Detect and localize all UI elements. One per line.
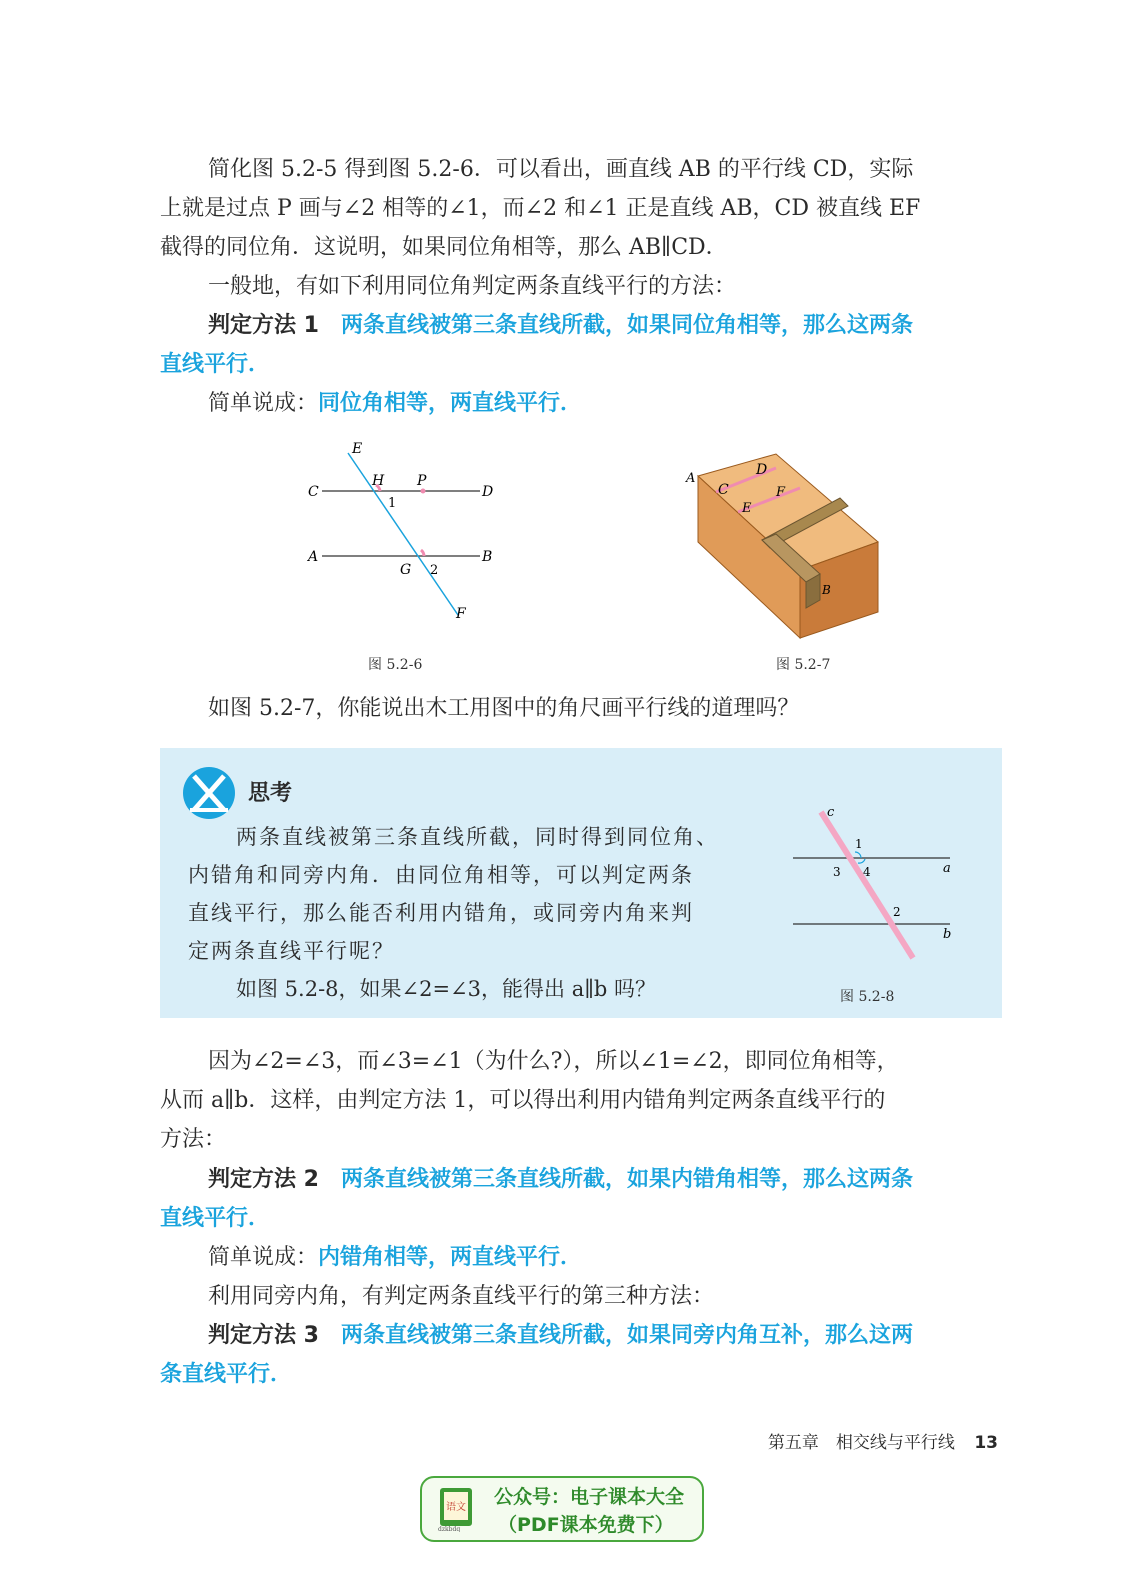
question: 如图 5.2-7，你能说出木工用图中的角尺画平行线的道理吗？ bbox=[208, 696, 800, 721]
method-3-label: 判定方法 3 bbox=[208, 1323, 319, 1348]
method-2-text-b: 直线平行． bbox=[160, 1206, 271, 1231]
page-footer bbox=[768, 1428, 998, 1453]
fig7-label-A: A bbox=[686, 471, 696, 486]
fig6-label-1: 1 bbox=[388, 496, 397, 511]
method-3-text-b: 条直线平行． bbox=[160, 1362, 293, 1387]
page-number: 13 bbox=[974, 1433, 998, 1453]
method-1-label: 判定方法 1 bbox=[208, 313, 319, 338]
think-line-3: 直线平行，那么能否利用内错角，或同旁内角来判 bbox=[188, 901, 694, 925]
fig8-label-1: 1 bbox=[855, 837, 863, 851]
fig8-caption: 图 5.2-8 bbox=[840, 989, 895, 1005]
fig7-label-F: F bbox=[776, 485, 786, 500]
fig6-label-C: C bbox=[308, 484, 319, 500]
fig8-label-b: b bbox=[943, 927, 952, 942]
watermark-line-2: （PDF课本免费下） bbox=[498, 1514, 674, 1536]
think-line-1: 两条直线被第三条直线所截，同时得到同位角、 bbox=[236, 825, 719, 849]
fig6-caption: 图 5.2-6 bbox=[368, 657, 423, 673]
book-icon bbox=[434, 1486, 482, 1532]
method-3 bbox=[160, 1316, 1050, 1355]
fig7-label-D: D bbox=[756, 462, 768, 478]
book-icon-sub: dzkbdq bbox=[438, 1526, 461, 1532]
third-intro: 利用同旁内角，有判定两条直线平行的第三种方法： bbox=[208, 1284, 715, 1309]
fig6-label-A: A bbox=[308, 549, 319, 565]
book-icon-text: 语文 bbox=[446, 1502, 466, 1513]
method-1-short-prefix: 简单说成： bbox=[208, 391, 319, 416]
think-title: 思考 bbox=[248, 781, 293, 806]
watermark-badge bbox=[420, 1476, 704, 1542]
intro-line-1: 简化图 5.2-5 得到图 5.2-6．可以看出，画直线 AB 的平行线 CD，实际 bbox=[208, 157, 914, 182]
fig6-label-D: D bbox=[482, 484, 494, 500]
after-line-3: 方法： bbox=[160, 1127, 227, 1152]
fig8-label-a: a bbox=[943, 861, 951, 876]
intro-line-2: 上就是过点 P 画与∠2 相等的∠1，而∠2 和∠1 正是直线 AB，CD 被直线 EF bbox=[160, 196, 921, 221]
method-1-text-b: 直线平行． bbox=[160, 352, 271, 377]
figure-5-2-6 bbox=[300, 435, 520, 635]
method-1 bbox=[160, 306, 1050, 345]
after-line-2: 从而 a∥b．这样，由判定方法 1，可以得出利用内错角判定两条直线平行的 bbox=[160, 1088, 886, 1113]
after-line-1: 因为∠2=∠3，而∠3=∠1（为什么?），所以∠1=∠2，即同位角相等， bbox=[208, 1049, 899, 1074]
fig8-label-4: 4 bbox=[863, 865, 871, 879]
fig8-label-2: 2 bbox=[893, 905, 901, 919]
fig6-label-H: H bbox=[372, 473, 385, 489]
method-3-text-a: 两条直线被第三条直线所截，如果同旁内角互补，那么这两 bbox=[340, 1323, 913, 1348]
method-2-short-prefix: 简单说成： bbox=[208, 1245, 319, 1270]
method-2 bbox=[160, 1160, 1050, 1199]
watermark-line-1: 公众号：电子课本大全 bbox=[494, 1486, 685, 1508]
fig6-label-P: P bbox=[417, 473, 427, 489]
fig8-label-3: 3 bbox=[833, 865, 841, 879]
fig6-label-G: G bbox=[400, 562, 412, 578]
method-1-text-a: 两条直线被第三条直线所截，如果同位角相等，那么这两条 bbox=[340, 313, 913, 338]
method-2-text-a: 两条直线被第三条直线所截，如果内错角相等，那么这两条 bbox=[340, 1167, 913, 1192]
think-line-4: 定两条直线平行呢？ bbox=[188, 939, 395, 963]
chapter-title: 第五章 相交线与平行线 bbox=[767, 1433, 955, 1453]
fig7-caption: 图 5.2-7 bbox=[776, 657, 831, 673]
figure-5-2-7 bbox=[680, 450, 895, 640]
method-2-short bbox=[160, 1238, 1050, 1277]
fig7-label-E: E bbox=[742, 501, 752, 516]
fig6-label-2: 2 bbox=[430, 563, 439, 578]
method-1-short bbox=[160, 384, 1050, 423]
figure-5-2-8 bbox=[785, 800, 970, 975]
method-1-short-text: 同位角相等，两直线平行． bbox=[318, 391, 583, 416]
fig7-label-B: B bbox=[822, 583, 831, 597]
think-icon bbox=[180, 764, 238, 822]
method-2-short-text: 内错角相等，两直线平行． bbox=[318, 1245, 583, 1270]
fig7-label-C: C bbox=[718, 482, 729, 498]
think-line-5: 如图 5.2-8，如果∠2=∠3，能得出 a∥b 吗？ bbox=[236, 977, 657, 1001]
fig6-label-E: E bbox=[352, 441, 363, 457]
method-2-label: 判定方法 2 bbox=[208, 1167, 319, 1192]
think-box bbox=[160, 748, 1002, 1018]
think-line-2: 内错角和同旁内角．由同位角相等，可以判定两条 bbox=[188, 863, 694, 887]
intro-line-4: 一般地，有如下利用同位角判定两条直线平行的方法： bbox=[208, 274, 737, 299]
fig6-label-B: B bbox=[482, 549, 493, 565]
fig6-label-F: F bbox=[456, 606, 466, 622]
intro-line-3: 截得的同位角．这说明，如果同位角相等，那么 AB∥CD． bbox=[160, 235, 728, 260]
fig8-label-c: c bbox=[827, 805, 835, 820]
